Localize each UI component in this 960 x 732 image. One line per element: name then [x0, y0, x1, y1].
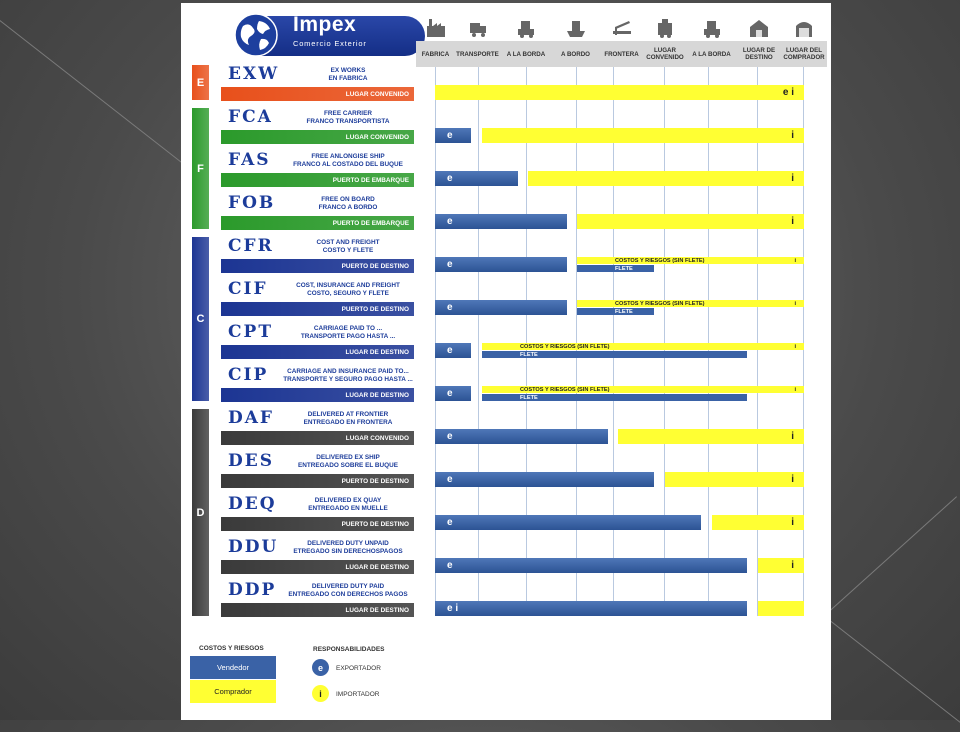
column-header-5: FRONTERA — [599, 41, 645, 67]
seller-segment: e i — [435, 601, 747, 616]
column-header-7: A LA BORDA — [686, 41, 738, 67]
delivery-place-bar: PUERTO DE DESTINO — [221, 259, 414, 273]
buyer-segment: i — [482, 128, 804, 143]
background-line — [830, 496, 957, 610]
term-description-es: COSTO Y FLETE — [322, 247, 374, 254]
seller-segment: e — [435, 343, 471, 358]
term-description-es: ENTREGADO EN MUELLE — [308, 505, 388, 512]
delivery-place-bar: PUERTO DE DESTINO — [221, 302, 414, 316]
term-description-en: COST AND FREIGHT — [316, 239, 380, 246]
term-description-en: FREE ANLONGISE SHIP — [311, 153, 385, 160]
group-bar-d: D — [192, 409, 209, 616]
exporter-label: EXPORTADOR — [336, 665, 381, 672]
brand-subtitle: Comercio Exterior — [293, 39, 367, 48]
ship-icon — [565, 17, 587, 39]
buyer-segment — [758, 601, 804, 616]
column-divider — [664, 67, 665, 616]
costs-risks-label: COSTOS Y RIESGOS (SIN FLETE) — [615, 257, 705, 264]
column-divider — [803, 67, 804, 616]
term-description-es: COSTO, SEGURO Y FLETE — [307, 290, 389, 297]
term-description-es: FRANCO AL COSTADO DEL BUQUE — [293, 161, 403, 168]
seller-segment: e — [435, 257, 567, 272]
term-description-en: DELIVERED AT FRONTIER — [307, 411, 389, 418]
freight-segment: FLETE — [577, 265, 654, 272]
column-header-3: A LA BORDA — [500, 41, 553, 67]
costs-risks-segment — [577, 257, 804, 264]
delivery-place-bar: PUERTO DE DESTINO — [221, 517, 414, 531]
term-code: FCA — [228, 107, 273, 127]
freight-segment: FLETE — [482, 351, 747, 358]
seller-segment: e — [435, 472, 654, 487]
column-header-1: FABRICA — [416, 41, 456, 67]
background-line — [0, 20, 189, 169]
factory-icon — [425, 17, 447, 39]
seller-segment: e — [435, 171, 518, 186]
barrier-icon — [611, 17, 633, 39]
delivery-place-bar: LUGAR DE DESTINO — [221, 560, 414, 574]
term-description-es: ENTREGADO SOBRE EL BUQUE — [297, 462, 398, 469]
term-description-es: TRANSPORTE PAGO HASTA ... — [300, 333, 396, 340]
buyer-segment: i — [712, 515, 804, 530]
column-divider — [435, 67, 436, 616]
term-code: EXW — [228, 64, 280, 84]
delivery-place-bar: PUERTO DE DESTINO — [221, 474, 414, 488]
delivery-place-bar: LUGAR CONVENIDO — [221, 87, 414, 101]
term-description-en: EX WORKS — [330, 67, 366, 74]
term-code: DDU — [228, 537, 279, 557]
term-code: DDP — [228, 580, 277, 600]
legend-seller-label: Vendedor — [216, 663, 250, 672]
term-description-en: COST, INSURANCE AND FREIGHT — [296, 282, 400, 289]
group-bar-c: C — [192, 237, 209, 401]
column-header-9: LUGAR DEL COMPRADOR — [781, 41, 828, 67]
delivery-place-bar: LUGAR DE DESTINO — [221, 345, 414, 359]
term-description-en: CARRIAGE PAID TO ... — [313, 325, 383, 332]
exporter-symbol: e — [312, 659, 329, 676]
crane-icon — [701, 17, 723, 39]
costs-risks-segment — [577, 300, 804, 307]
truck-icon — [467, 17, 489, 39]
impex-logo — [233, 12, 428, 58]
term-description-es: ENTREGADO EN FRONTERA — [303, 419, 393, 426]
column-divider — [708, 67, 709, 616]
column-divider — [478, 67, 479, 616]
column-divider — [576, 67, 577, 616]
column-header-2: TRANSPORTE — [455, 41, 501, 67]
seller-segment: e — [435, 300, 567, 315]
seller-segment: e — [435, 386, 471, 401]
costs-risks-label: COSTOS Y RIESGOS (SIN FLETE) — [520, 386, 610, 393]
legend-costs-title: COSTOS Y RIESGOS — [199, 645, 264, 652]
term-code: CIP — [228, 365, 269, 385]
seller-segment: e — [435, 128, 471, 143]
term-description-es: FRANCO TRANSPORTISTA — [306, 118, 390, 125]
group-bar-e: E — [192, 65, 209, 100]
term-code: FAS — [228, 150, 271, 170]
importer-mark: i — [794, 300, 796, 307]
seller-segment: e — [435, 558, 747, 573]
column-header-8: LUGAR DE DESTINO — [737, 41, 782, 67]
legend-seller — [190, 656, 276, 679]
term-code: DEQ — [228, 494, 277, 514]
buyer-segment: i — [577, 214, 804, 229]
costs-risks-label: COSTOS Y RIESGOS (SIN FLETE) — [615, 300, 705, 307]
globe-icon — [233, 12, 279, 58]
container-icon — [654, 17, 676, 39]
delivery-place-bar: LUGAR DE DESTINO — [221, 603, 414, 617]
warehouse-icon — [748, 17, 770, 39]
freight-segment: FLETE — [482, 394, 747, 401]
buyer-segment: i — [618, 429, 804, 444]
seller-segment: e — [435, 515, 701, 530]
freight-segment: FLETE — [577, 308, 654, 315]
incoterms-chart — [181, 3, 831, 720]
term-code: DES — [228, 451, 274, 471]
term-code: FOB — [228, 193, 276, 213]
term-code: CFR — [228, 236, 274, 256]
crane-icon — [515, 17, 537, 39]
delivery-place-bar: PUERTO DE EMBARQUE — [221, 216, 414, 230]
buyer-segment: i — [665, 472, 804, 487]
column-header-4: A BORDO — [552, 41, 600, 67]
seller-segment: e — [435, 214, 567, 229]
legend-buyer — [190, 680, 276, 703]
importer-mark: i — [794, 386, 796, 393]
store-icon — [793, 17, 815, 39]
column-header-6: LUGAR CONVENIDO — [644, 41, 687, 67]
importer-label: IMPORTADOR — [336, 691, 380, 698]
costs-risks-label: COSTOS Y RIESGOS (SIN FLETE) — [520, 343, 610, 350]
term-description-en: FREE CARRIER — [324, 110, 372, 117]
term-description-en: FREE ON BOARD — [321, 196, 375, 203]
term-description-es: ENTREGADO CON DERECHOS PAGOS — [288, 591, 408, 598]
term-code: CIF — [228, 279, 268, 299]
delivery-place-bar: LUGAR DE DESTINO — [221, 388, 414, 402]
buyer-segment: e i — [435, 85, 804, 100]
term-description-es: TRANSPORTE Y SEGURO PAGO HASTA ... — [283, 376, 413, 383]
term-description-en: CARRIAGE AND INSURANCE PAID TO... — [287, 368, 409, 375]
importer-mark: i — [794, 257, 796, 264]
importer-symbol: i — [312, 685, 329, 702]
delivery-place-bar: PUERTO DE EMBARQUE — [221, 173, 414, 187]
term-code: DAF — [228, 408, 275, 428]
legend-resp-title: RESPONSABILIDADES — [313, 646, 385, 653]
buyer-segment: i — [528, 171, 804, 186]
buyer-segment: i — [758, 558, 804, 573]
delivery-place-bar: LUGAR CONVENIDO — [221, 431, 414, 445]
term-description-es: FRANCO A BORDO — [318, 204, 378, 211]
group-bar-f: F — [192, 108, 209, 229]
term-code: CPT — [228, 322, 273, 342]
term-description-en: DELIVERED EX QUAY — [314, 497, 382, 504]
term-description-es: EN FABRICA — [328, 75, 368, 82]
column-divider — [757, 67, 758, 616]
column-divider — [526, 67, 527, 616]
importer-mark: i — [794, 343, 796, 350]
term-description-en: DELIVERED EX SHIP — [316, 454, 380, 461]
legend-buyer-label: Comprador — [214, 687, 252, 696]
term-description-en: DELIVERED DUTY PAID — [311, 583, 385, 590]
brand-name: Impex — [293, 13, 357, 36]
seller-segment: e — [435, 429, 608, 444]
term-description-en: DELIVERED DUTY UNPAID — [307, 540, 389, 547]
term-description-es: ETREGADO SIN DERECHOSPAGOS — [293, 548, 403, 555]
background-line — [829, 620, 960, 732]
column-divider — [613, 67, 614, 616]
delivery-place-bar: LUGAR CONVENIDO — [221, 130, 414, 144]
costs-risks-segment — [482, 343, 804, 350]
costs-risks-segment — [482, 386, 804, 393]
